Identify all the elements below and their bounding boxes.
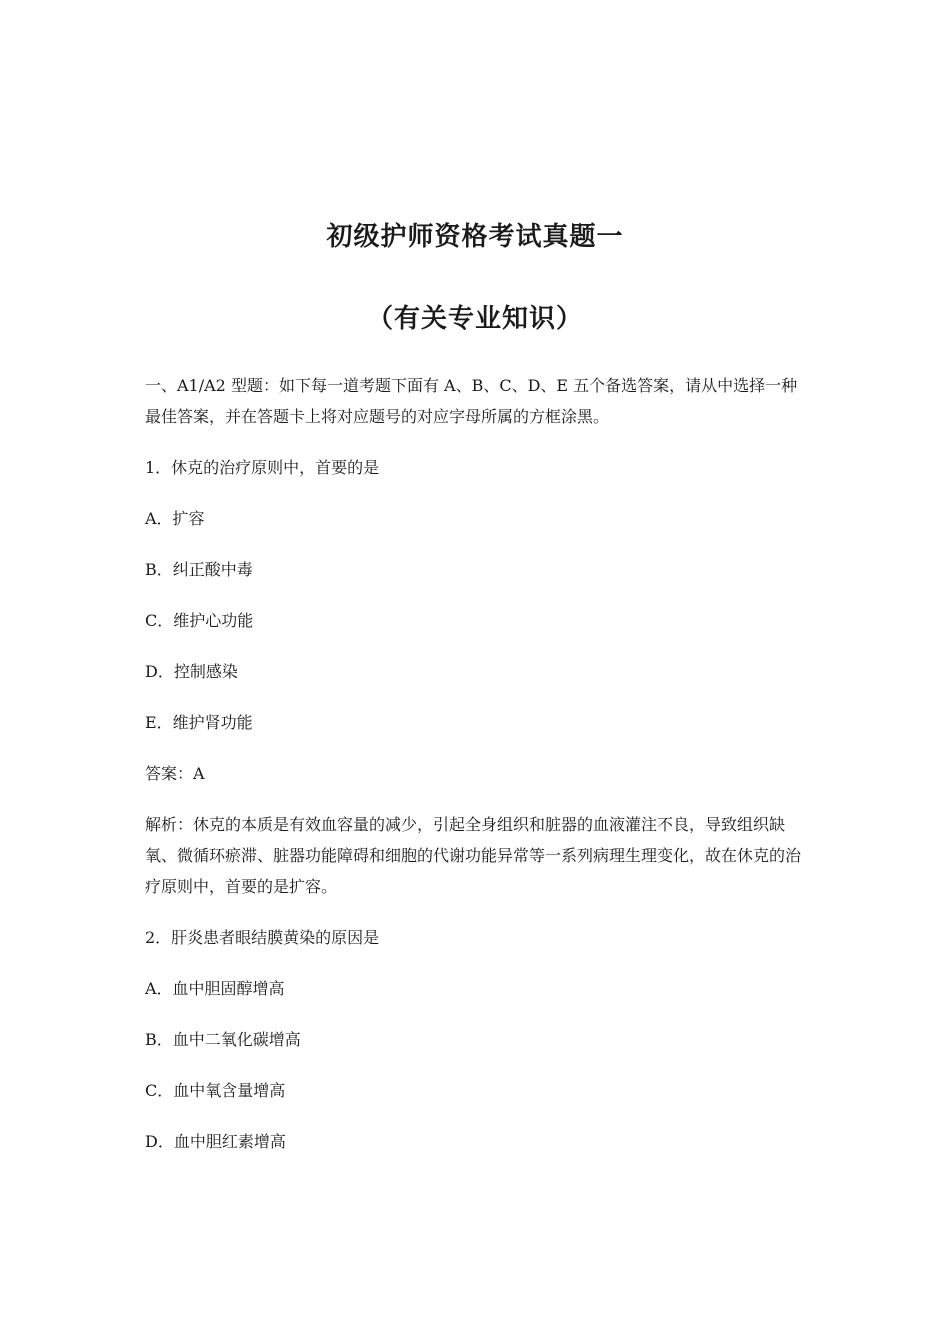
question-2-option-b: B．血中二氧化碳增高 <box>145 1030 301 1049</box>
question-1: 1．休克的治疗原则中，首要的是 <box>145 458 380 477</box>
page-title: 初级护师资格考试真题一 <box>326 222 624 252</box>
question-2-option-c: C．血中氧含量增高 <box>145 1081 286 1100</box>
document-body <box>145 370 810 1177</box>
question-2: 2．肝炎患者眼结膜黄染的原因是 <box>145 928 380 947</box>
question-1-option-b: B．纠正酸中毒 <box>145 560 253 579</box>
question-2-option-d: D．血中胆红素增高 <box>145 1132 286 1151</box>
question-1-option-c: C．维护心功能 <box>145 611 254 630</box>
question-1-explanation: 解析：休克的本质是有效血容量的减少，引起全身组织和脏器的血液灌注不良，导致组织缺氧、微循环瘀滞、脏器功能障碍和细胞的代谢功能异常等一系列病理生理变化，故在休克的治疗原则中，首要的是扩容。 <box>145 815 802 896</box>
question-1-option-e: E．维护肾功能 <box>145 713 253 732</box>
question-2-option-a: A．血中胆固醇增高 <box>145 979 285 998</box>
question-1-answer: 答案：A <box>145 764 205 783</box>
question-1-option-d: D．控制感染 <box>145 662 238 681</box>
instructions-paragraph: 一、A1/A2 型题：如下每一道考题下面有 A、B、C、D、E 五个备选答案，请从中选择一种最佳答案，并在答题卡上将对应题号的对应字母所属的方框涂黑。 <box>145 376 798 426</box>
question-1-option-a: A．扩容 <box>145 509 205 528</box>
page-subtitle: （有关专业知识） <box>366 304 583 334</box>
